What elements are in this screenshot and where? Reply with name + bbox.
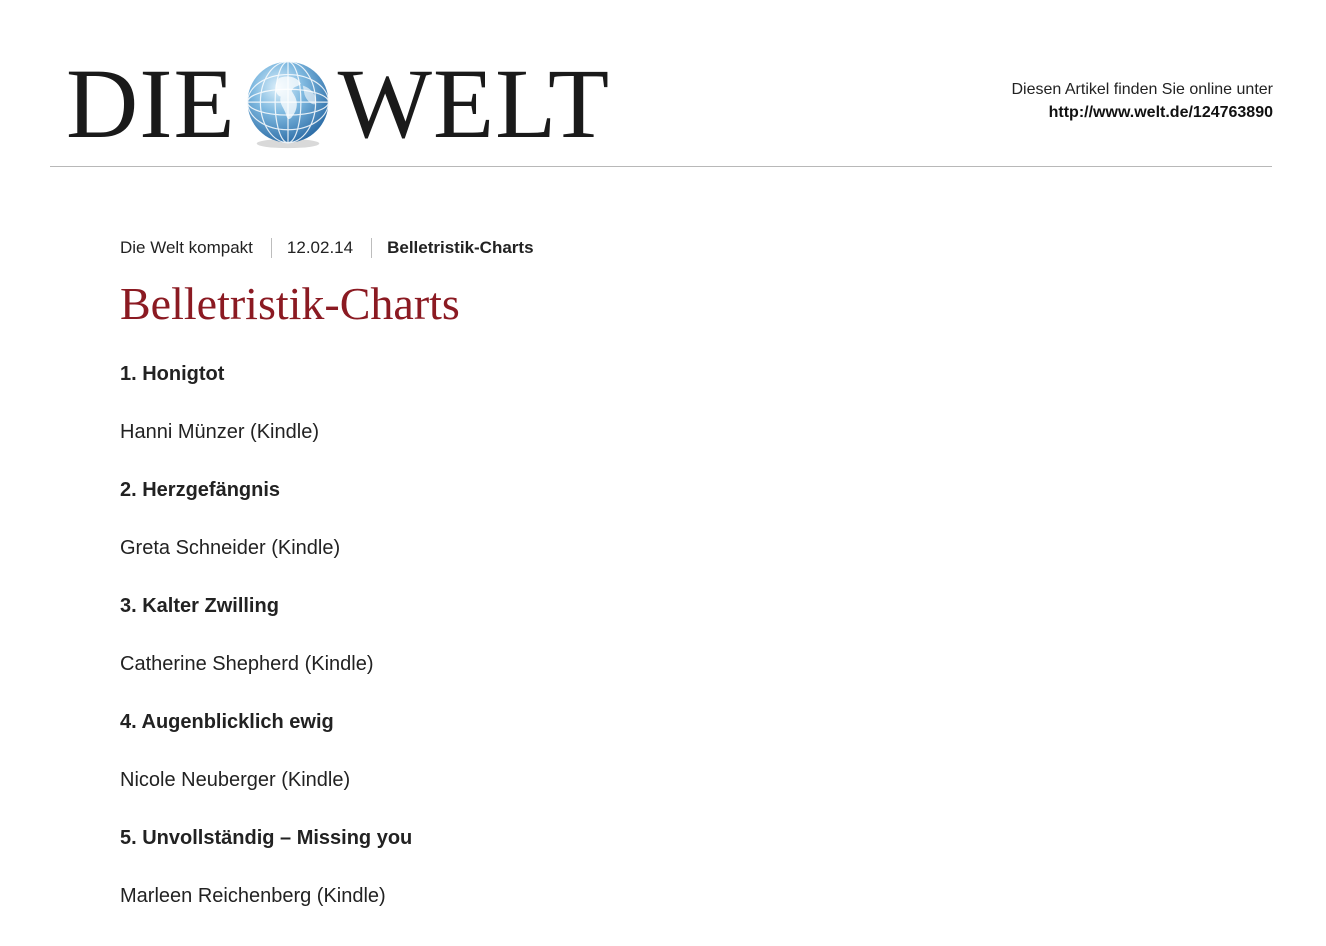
article-url-link[interactable]: http://www.welt.de/124763890 (1048, 104, 1273, 121)
chart-entry-author: Greta Schneider (Kindle) (120, 537, 341, 559)
masthead (0, 0, 1326, 170)
meta-separator (271, 238, 272, 258)
chart-entry-author: Marleen Reichenberg (Kindle) (120, 885, 386, 907)
online-note (1012, 78, 1274, 124)
meta-separator (371, 238, 372, 258)
logo-word-die: DIE (66, 48, 236, 159)
globe-icon (242, 58, 334, 150)
logo-word-welt: WELT (337, 48, 611, 159)
online-note-text: Diesen Artikel finden Sie online unter (1011, 81, 1273, 98)
article-headline: Belletristik-Charts (120, 278, 460, 329)
meta-source: Die Welt kompakt (120, 238, 253, 257)
chart-entry-title: 3. Kalter Zwilling (120, 595, 279, 617)
article-body (120, 360, 1120, 940)
chart-entry-title: 5. Unvollständig – Missing you (120, 827, 413, 849)
chart-entry-author: Catherine Shepherd (Kindle) (120, 653, 374, 675)
chart-entry-title: 4. Augenblicklich ewig (120, 711, 334, 733)
die-welt-logo[interactable] (66, 48, 611, 159)
header-divider (50, 166, 1272, 167)
article-meta (120, 238, 534, 258)
chart-entry-title: 1. Honigtot (120, 363, 225, 385)
chart-entry-author: Nicole Neuberger (Kindle) (120, 769, 351, 791)
chart-entry-author: Hanni Münzer (Kindle) (120, 421, 319, 443)
chart-entry-title: 2. Herzgefängnis (120, 479, 281, 501)
meta-kicker: Belletristik-Charts (387, 238, 534, 257)
meta-date: 12.02.14 (286, 238, 354, 257)
